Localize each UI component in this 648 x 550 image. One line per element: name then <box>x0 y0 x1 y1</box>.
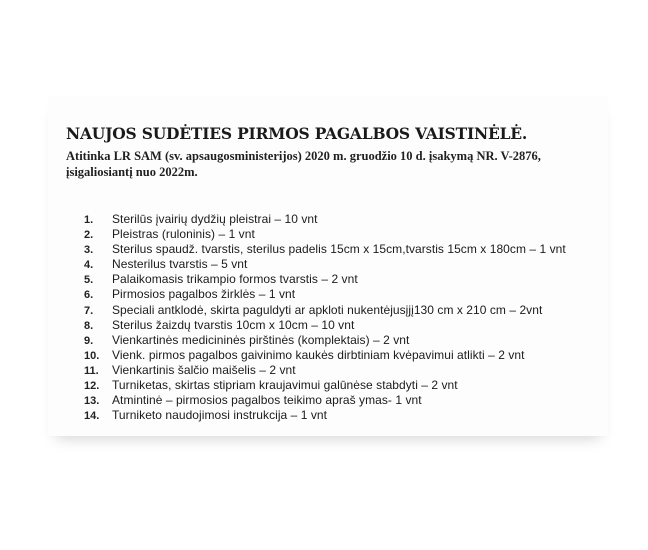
list-item <box>84 212 566 227</box>
item-text: Vienkartinės medicininės pirštinės (komplektais) – 2 vnt <box>112 332 410 347</box>
item-text: Atmintinė – pirmosios pagalbos teikimo apraš ymas- 1 vnt <box>112 393 422 408</box>
list-item <box>84 287 566 302</box>
item-number: 6. <box>84 289 94 302</box>
list-item <box>84 318 566 333</box>
item-number: 5. <box>84 274 94 287</box>
list-item <box>84 257 566 272</box>
list-item <box>84 333 566 348</box>
item-text: Sterilūs įvairių dydžių pleistrai – 10 vnt <box>112 212 318 226</box>
item-number: 7. <box>84 304 94 317</box>
list-item <box>84 242 566 257</box>
item-number: 12. <box>84 380 100 393</box>
document-title: NAUJOS SUDĖTIES PIRMOS PAGALBOS VAISTINĖLĖ. <box>66 124 528 143</box>
item-number: 8. <box>84 319 94 332</box>
item-text: Vienk. pirmos pagalbos gaivinimo kaukės dirbtiniam kvėpavimui atlikti – 2 vnt <box>112 347 525 362</box>
list-item <box>84 363 566 378</box>
list-item <box>84 393 566 408</box>
item-text: Palaikomasis trikampio formos tvarstis – 2 vnt <box>112 272 358 287</box>
item-number: 3. <box>84 244 94 257</box>
item-number: 14. <box>84 410 100 423</box>
item-number: 2. <box>84 229 94 242</box>
list-item <box>84 408 566 423</box>
item-number: 11. <box>84 364 99 377</box>
item-number: 9. <box>84 334 94 347</box>
item-text: Pleistras (ruloninis) – 1 vnt <box>112 227 255 242</box>
item-number: 1. <box>84 214 94 226</box>
item-text: Pirmosios pagalbos žirklės – 1 vnt <box>112 287 296 302</box>
list-item <box>84 378 566 393</box>
item-text: Nesterilus tvarstis – 5 vnt <box>112 257 248 272</box>
item-text: Sterilus žaizdų tvarstis 10cm x 10cm – 10 vnt <box>112 317 355 332</box>
item-number: 13. <box>84 395 100 408</box>
item-text: Turniketas, skirtas stipriam kraujavimui galūnėse stabdyti – 2 vnt <box>112 378 458 393</box>
item-number: 10. <box>84 349 100 362</box>
item-text: Vienkartinis šalčio maišelis – 2 vnt <box>112 362 296 377</box>
document-subtitle <box>66 148 586 180</box>
subtitle-line-1: Atitinka LR SAM (sv. apsaugosministerijos) 2020 m. gruodžio 10 d. įsakymą NR. V-2876, <box>66 149 541 163</box>
list-item <box>84 227 566 242</box>
subtitle-line-2: įsigaliosiantį nuo 2022m. <box>66 165 198 179</box>
item-text: Speciali antklodė, skirta paguldyti ar apkloti nukentėjusįjį130 cm x 210 cm – 2vnt <box>112 302 543 317</box>
item-text: Sterilus spaudž. tvarstis, sterilus padelis 15cm x 15cm,tvarstis 15cm x 180cm – 1 vnt <box>112 242 566 257</box>
item-number: 4. <box>84 259 94 272</box>
list-item <box>84 348 566 363</box>
items-list <box>84 212 566 423</box>
list-item <box>84 272 566 287</box>
item-text: Turniketo naudojimosi instrukcija – 1 vnt <box>112 408 328 423</box>
list-item <box>84 303 566 318</box>
